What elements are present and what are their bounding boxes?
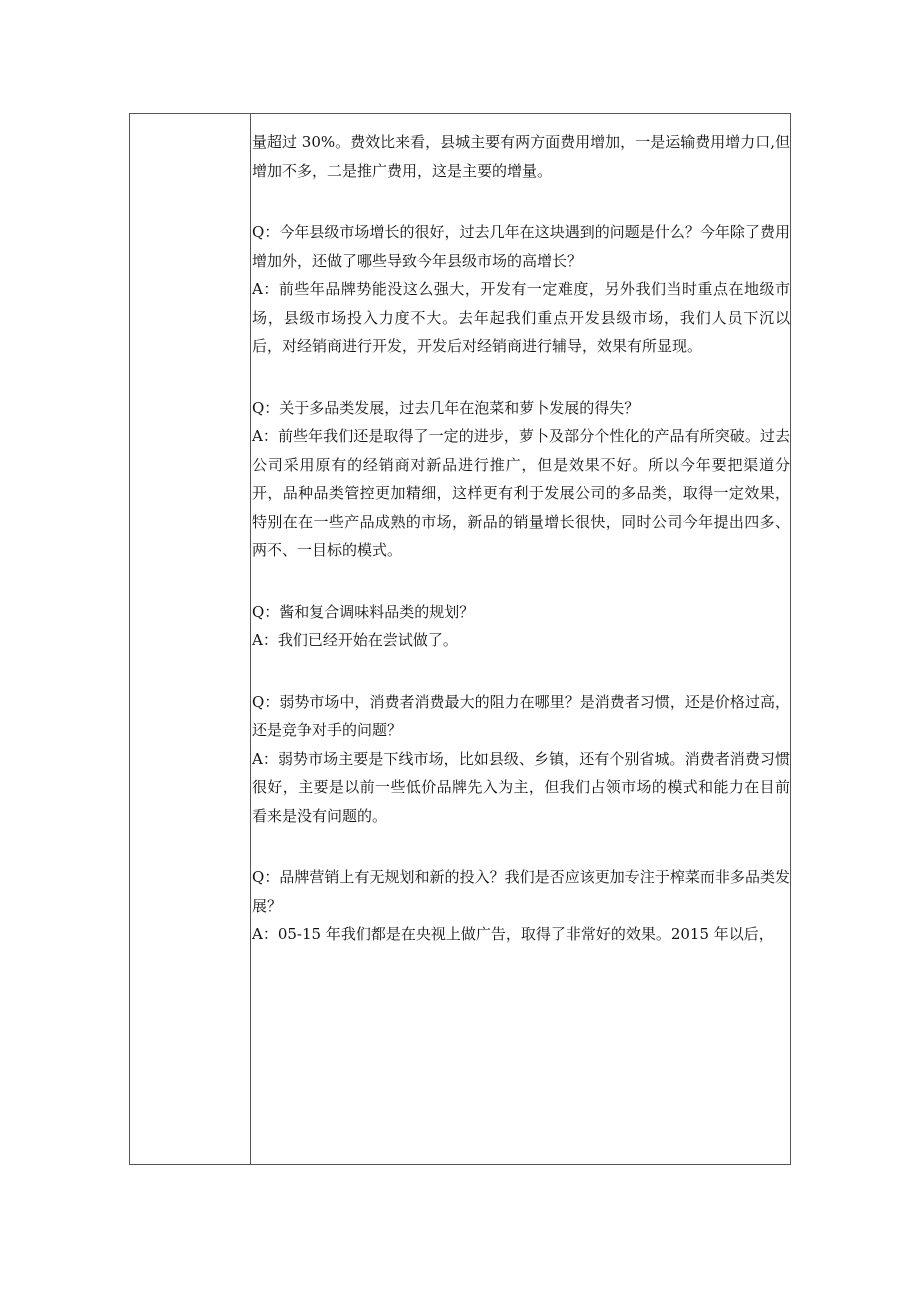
- paragraph-gap: [252, 361, 790, 394]
- answer-1: A：前些年品牌势能没这么强大，开发有一定难度，另外我们当时重点在地级市场，县级市场投入力度不大。去年起我们重点开发县级市场，我们人员下沉以后，对经销商进行开发，开发后对经销商进行辅导，效果有所显现。: [252, 280, 790, 355]
- question-3: Q：酱和复合调味料品类的规划？: [252, 602, 475, 621]
- paragraph-gap: [252, 565, 790, 598]
- question-4: Q：弱势市场中，消费者消费最大的阻力在哪里？是消费者习惯，还是价格过高，还是竞争对手的问题？: [252, 692, 790, 739]
- qa-table: [129, 113, 791, 1165]
- answer-4: A：弱势市场主要是下线市场，比如县级、乡镇，还有个别省城。消费者消费习惯很好，主要是以前一些低价品牌先入为主，但我们占领市场的模式和能力在目前看来是没有问题的。: [252, 749, 790, 825]
- question-5: Q：品牌营销上有无规划和新的投入？我们是否应该更加专注于榨菜而非多品类发展？: [252, 868, 790, 915]
- question-2: Q：关于多品类发展，过去几年在泡菜和萝卜发展的得失？: [252, 398, 640, 417]
- paragraph-gap: [252, 655, 790, 688]
- left-column-cell: [130, 114, 250, 1164]
- answer-3: A：我们已经开始在尝试做了。: [252, 631, 458, 649]
- answer-2: A：前些年我们还是取得了一定的进步，萝卜及部分个性化的产品有所突破。过去公司采用原有的经销商对新品进行推广，但是效果不好。所以今年要把渠道分开，品种品类管控更加精细，这样更有利于发展公司的多品类，取得一定效果，特别在在一些产品成熟的市场，新品的销量增长很快，同时公司今年提出四多、两不、一目标的模式。: [252, 427, 790, 559]
- paragraph-gap: [252, 185, 790, 218]
- column-divider: [250, 114, 251, 1164]
- paragraph-gap: [252, 830, 790, 863]
- intro-paragraph: 量超过 30%。费效比来看，县城主要有两方面费用增加，一是运输费用增力口,但增加不多，二是推广费用，这是主要的增量。: [252, 133, 790, 180]
- right-column-content: [252, 128, 790, 949]
- answer-5: A：05-15 年我们都是在央视上做广告，取得了非常好的效果。2015 年以后，: [252, 925, 774, 943]
- question-1: Q：今年县级市场增长的很好，过去几年在这块遇到的问题是什么？今年除了费用增加外，还做了哪些导致今年县级市场的高增长？: [252, 223, 790, 270]
